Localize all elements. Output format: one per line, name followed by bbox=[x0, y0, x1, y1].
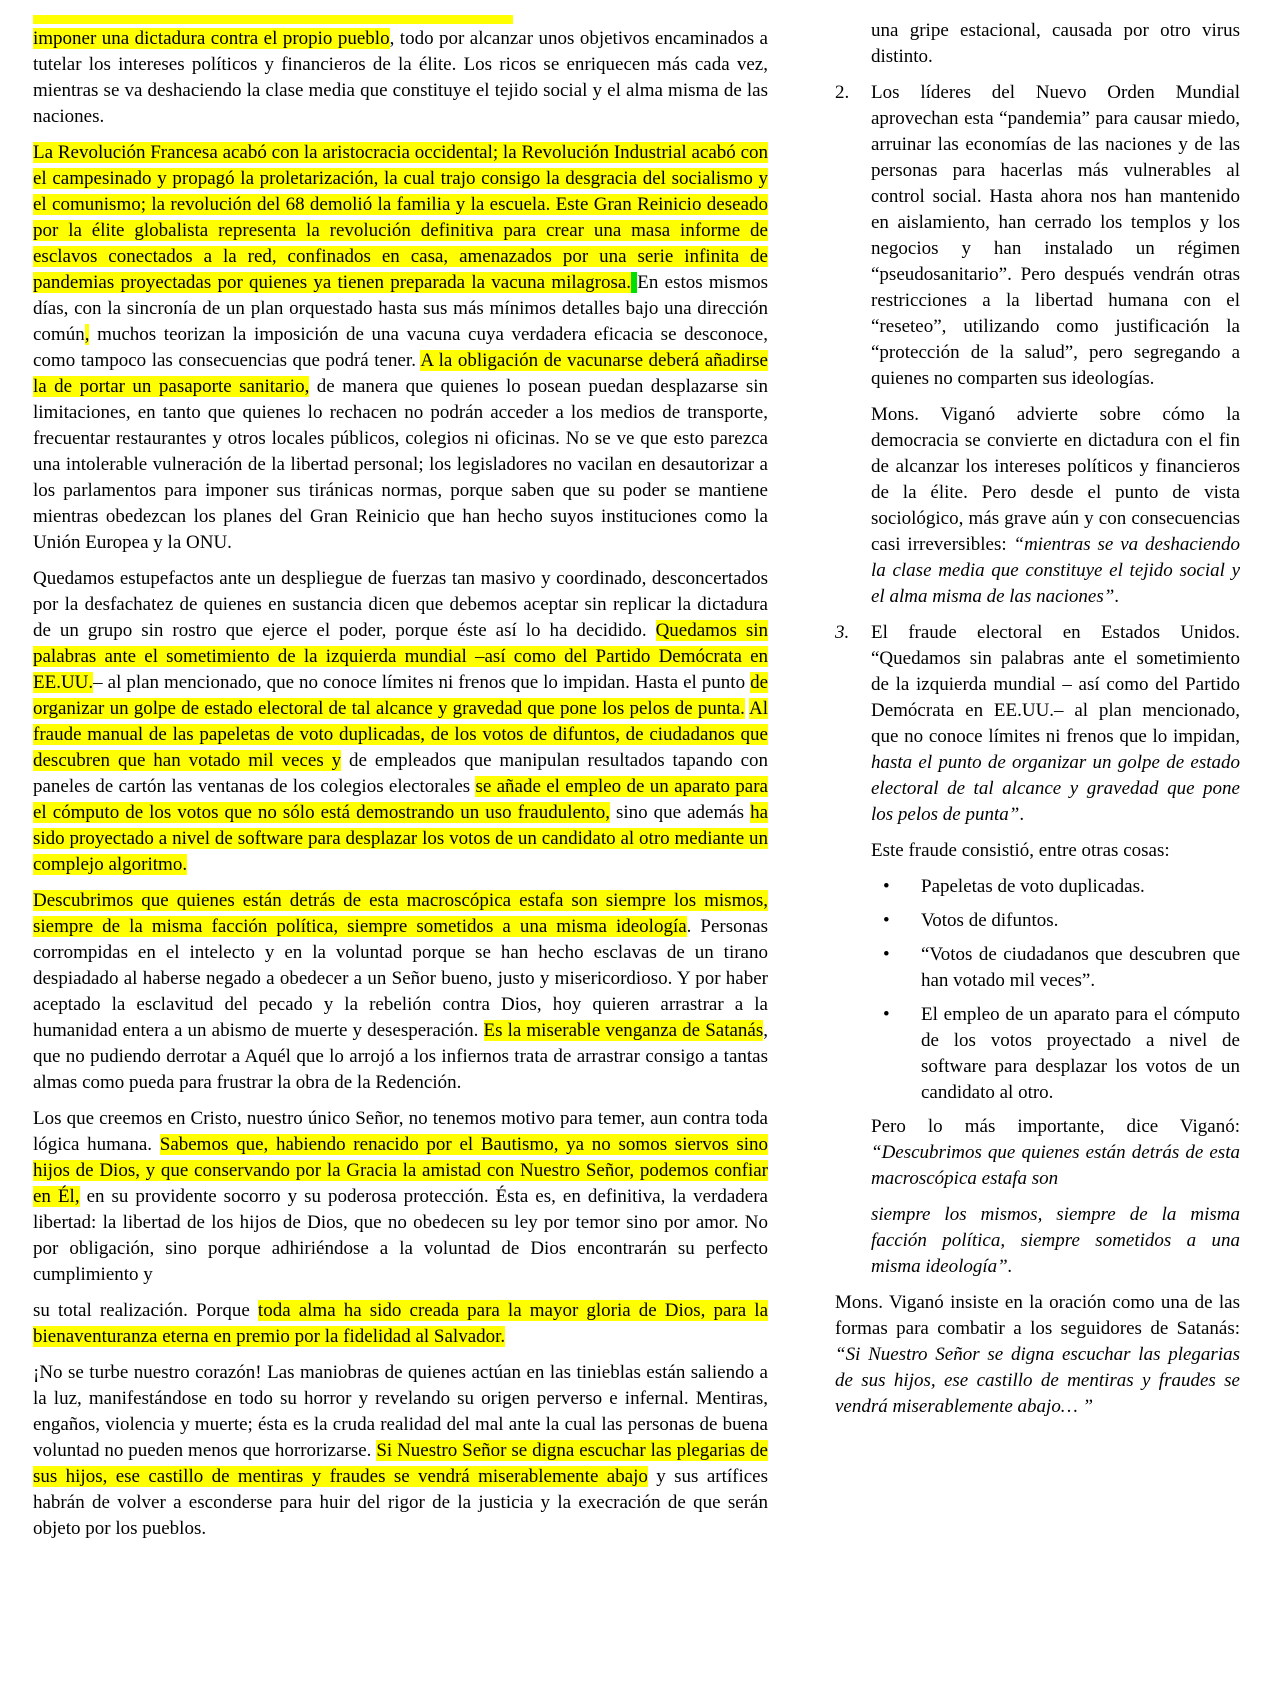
text-run: . bbox=[1114, 586, 1120, 607]
highlighted-text: Al fraude manual de las papeletas de voto duplicadas, de los votos de difuntos, de ciudadanos que descubren que han votado mil veces y bbox=[33, 698, 768, 771]
bullet-icon: • bbox=[883, 910, 890, 931]
main-text-column bbox=[33, 26, 768, 1542]
numbered-item bbox=[835, 620, 1240, 828]
text-run: su total realización. Porque bbox=[33, 1300, 258, 1321]
text-run: y sus artífices habrán de volver a esconderse para huir del rigor de la justicia y la execración de que serán objeto por los pueblos. bbox=[33, 1466, 769, 1539]
text-run: Mons. Viganó advierte sobre cómo la democracia se convierte en dictadura con el fin de alcanzar los intereses políticos y financieros de la élite. Pero desde el punto de vista sociológico, más grave aún y con consecuencias casi irreversibles: bbox=[871, 404, 1240, 555]
text-run: de empleados que manipulan resultados tapando con paneles de cartón las ventanas de los colegios electorales bbox=[33, 750, 768, 797]
text-run: Los que creemos en Cristo, nuestro único Señor, no tenemos motivo para temer, aun contra toda lógica humana. bbox=[33, 1108, 768, 1155]
highlighted-text: Si Nuestro Señor se digna escuchar las plegarias de sus hijos, ese castillo de mentiras y fraudes se vendrá miserablemente abajo bbox=[33, 1440, 768, 1487]
text-run: Los líderes del Nuevo Orden Mundial aprovechan esta “pandemia” para causar miedo, arruinar las economías de las naciones y de las personas para hacerlas más vulnerables al control social. Hasta ahora nos han mantenido en aislamiento, han cerrado los templos y los negocios y han instalado un régimen “pseudosanitario”. Pero después vendrán otras restricciones a la libertad humana con el “reseteo”, utilizando como justificación la “protección de la salud”, pero segregando a quienes no comparten sus ideologías. bbox=[871, 82, 1240, 389]
list-body bbox=[871, 620, 1240, 828]
text-run: Quedamos estupefactos ante un despliegue de fuerzas tan masivo y coordinado, desconcertados por la desfachatez de quienes en sustancia dicen que debemos aceptar sin replicar la dictadura de un grupo sin rostro que ejerce el poder, porque éste así lo ha decidido. bbox=[33, 568, 768, 641]
paragraph bbox=[33, 1106, 768, 1288]
highlighted-text: A la obligación de vacunarse deberá añadirse la de portar un pasaporte sanitario, bbox=[33, 350, 768, 397]
text-run: , todo por alcanzar unos objetivos encaminados a tutelar los intereses políticos y financieros de la élite. Los ricos se enriquecen más cada vez, mientras se va deshaciendo la clase media que constituye el tejido social y el alma misma de las naciones. bbox=[33, 28, 768, 127]
text-run: El fraude electoral en Estados Unidos. “Quedamos sin palabras ante el sometimiento de la izquierda mundial – así como del Partido Demócrata en EE.UU.– al plan mencionado, que no conoce límites ni frenos que lo impidan, bbox=[871, 622, 1240, 747]
list-number: 2. bbox=[835, 82, 850, 103]
text-run: una gripe estacional, causada por otro virus distinto. bbox=[871, 20, 1240, 67]
text-run: En estos mismos días, con la sincronía de un plan orquestado hasta sus más mínimos detalles bajo una dirección común bbox=[33, 272, 769, 345]
highlighted-text: Quedamos sin palabras ante el sometimiento de la izquierda mundial –así como del Partido Demócrata en EE.UU. bbox=[33, 620, 768, 693]
highlighted-text: toda alma ha sido creada para la mayor gloria de Dios, para la bienaventuranza eterna en premio por la fidelidad al Salvador. bbox=[33, 1300, 768, 1347]
paragraph bbox=[33, 566, 768, 878]
highlight-strip bbox=[33, 15, 513, 24]
text-run: Papeletas de voto duplicadas. bbox=[921, 876, 1145, 897]
highlighted-text: se añade el empleo de un aparato para el cómputo de los votos que no sólo está demostrando un uso fraudulento, bbox=[33, 776, 768, 823]
text-run: . Personas corrompidas en el intelecto y en la voluntad porque se han hecho esclavas de un tirano despiadado al haberse negado a obedecer a un Señor bueno, justo y misericordioso. Y por haber aceptado la esclavitud del pecado y la rebelión contra Dios, hoy quieren arrastrar a la humanidad entera a un abismo de muerte y desesperación. bbox=[33, 916, 768, 1041]
highlighted-text: Sabemos que, habiendo renacido por el Bautismo, ya no somos siervos sino hijos de Dios, y que conservando por la Gracia la amistad con Nuestro Señor, podemos confiar en Él, bbox=[33, 1134, 769, 1207]
text-run: ¡No se turbe nuestro corazón! Las maniobras de quienes actúan en las tinieblas están saliendo a la luz, manifestándose en todo su horror y revelando su origen perverso e infernal. Mentiras, engaños, violencia y muerte; ésta es la cruda realidad del mal ante la cual las personas de buena voluntad no pueden menos que horrorizarse. bbox=[33, 1362, 768, 1461]
highlighted-text: , bbox=[84, 324, 90, 345]
text-run: El empleo de un aparato para el cómputo de los votos proyectado a nivel de software para desplazar los votos de un candidato al otro. bbox=[921, 1004, 1240, 1103]
list-body bbox=[921, 1002, 1240, 1106]
list-body bbox=[921, 942, 1240, 994]
highlighted-text: imponer una dictadura contra el propio pueblo bbox=[33, 28, 390, 49]
bullet-icon: • bbox=[883, 944, 890, 965]
bullet-icon: • bbox=[883, 1004, 890, 1025]
highlighted-text: La Revolución Francesa acabó con la aristocracia occidental; la Revolución Industrial acabó con el campesinado y propagó la proletarización, la cual trajo consigo la desgracia del socialismo y el comunismo; la revolución del 68 demolió la familia y la escuela. Este Gran Reinicio deseado por la élite globalista representa la revolución definitiva para crear una masa informe de esclavos conectados a la red, confinados en casa, amenazados por una serie infinita de pandemias proyectadas por quienes ya tienen preparada la vacuna milagrosa. bbox=[33, 142, 768, 293]
bullet-icon: • bbox=[883, 876, 890, 897]
bullet-item bbox=[883, 874, 1240, 900]
text-run: sino que además bbox=[609, 802, 751, 823]
paragraph bbox=[33, 888, 768, 1096]
text-run: siempre los mismos, siempre de la misma facción política, siempre sometidos a una misma ideología”. bbox=[871, 1204, 1240, 1277]
text-run: en su providente socorro y su poderosa protección. Ésta es, en definitiva, la verdadera libertad: la libertad de los hijos de Dios, que no obedecen su ley por temor sino por amor. No por obligación, sino porque adhiriéndose a la voluntad de Dios encontrarán su perfecto cumplimiento y bbox=[33, 1186, 768, 1285]
highlighted-text: Descubrimos que quienes están detrás de esta macroscópica estafa son siempre los mismos, siempre de la misma facción política, siempre sometidos a una misma ideología bbox=[33, 890, 768, 937]
paragraph bbox=[33, 1298, 768, 1350]
text-run: Votos de difuntos. bbox=[921, 910, 1059, 931]
text-run: “Votos de ciudadanos que descubren que han votado mil veces”. bbox=[921, 944, 1240, 991]
highlighted-text: de organizar un golpe de estado electoral de tal alcance y gravedad que pone los pelos de punta. bbox=[33, 672, 768, 719]
summary-column bbox=[835, 18, 1240, 1430]
text-run: , que no pudiendo derrotar a Aquél que lo arrojó a los infiernos trata de arrastrar consigo a tantas almas como pueda para frustrar la obra de la Redención. bbox=[33, 1020, 768, 1093]
list-body bbox=[921, 908, 1240, 934]
paragraph bbox=[33, 1360, 768, 1542]
bullet-item bbox=[883, 942, 1240, 994]
text-run: hasta el punto de organizar un golpe de estado electoral de tal alcance y gravedad que pone los pelos de punta” bbox=[871, 752, 1240, 825]
bullet-item bbox=[883, 1002, 1240, 1106]
paragraph bbox=[871, 1114, 1240, 1192]
paragraph bbox=[871, 838, 1240, 864]
paragraph bbox=[835, 1290, 1240, 1420]
highlighted-text: Es la miserable venganza de Satanás bbox=[483, 1020, 764, 1041]
text-run: “Descubrimos que quienes están detrás de esta macroscópica estafa son bbox=[871, 1142, 1240, 1189]
paragraph bbox=[33, 140, 768, 556]
text-run: “mientras se va deshaciendo la clase media que constituye el tejido social y el alma misma de las naciones” bbox=[871, 534, 1240, 607]
text-run: “Si Nuestro Señor se digna escuchar las plegarias de sus hijos, ese castillo de mentiras y fraudes se vendrá miserablemente abajo… ” bbox=[835, 1344, 1240, 1417]
text-run: de manera que quienes lo posean puedan desplazarse sin limitaciones, en tanto que quienes lo rechacen no podrán acceder a los medios de transporte, frecuentar restaurantes y otros locales públicos, colegios ni oficinas. No se ve que esto parezca una intolerable vulneración de la libertad personal; los legisladores no vacilan en desautorizar a los parlamentos para imponer sus tiránicas normas, porque saben que su poder se mantiene mientras obedezcan los planes del Gran Reinicio que han hecho suyos instituciones como la Unión Europea y la ONU. bbox=[33, 376, 768, 553]
bullet-item bbox=[883, 908, 1240, 934]
paragraph bbox=[871, 402, 1240, 610]
paragraph bbox=[871, 1202, 1240, 1280]
list-body bbox=[921, 874, 1240, 900]
paragraph bbox=[33, 26, 768, 130]
text-run: Mons. Viganó insiste en la oración como una de las formas para combatir a los seguidores de Satanás: bbox=[835, 1292, 1240, 1339]
numbered-item bbox=[835, 80, 1240, 392]
text-run: muchos teorizan la imposición de una vacuna cuya verdadera eficacia se desconoce, como tampoco las consecuencias que podrá tener. bbox=[33, 324, 768, 371]
list-number: 3. bbox=[835, 622, 850, 643]
text-run: – al plan mencionado, que no conoce límites ni frenos que lo impidan. Hasta el punto bbox=[93, 672, 751, 693]
text-run: Pero lo más importante, dice Viganó: bbox=[871, 1116, 1240, 1137]
highlighted-text: ha sido proyectado a nivel de software para desplazar los votos de un candidato al otro mediante un complejo algoritmo. bbox=[33, 802, 768, 875]
paragraph bbox=[871, 18, 1240, 70]
text-run: . bbox=[1019, 804, 1025, 825]
list-body bbox=[871, 80, 1240, 392]
text-run: Este fraude consistió, entre otras cosas: bbox=[871, 840, 1170, 861]
